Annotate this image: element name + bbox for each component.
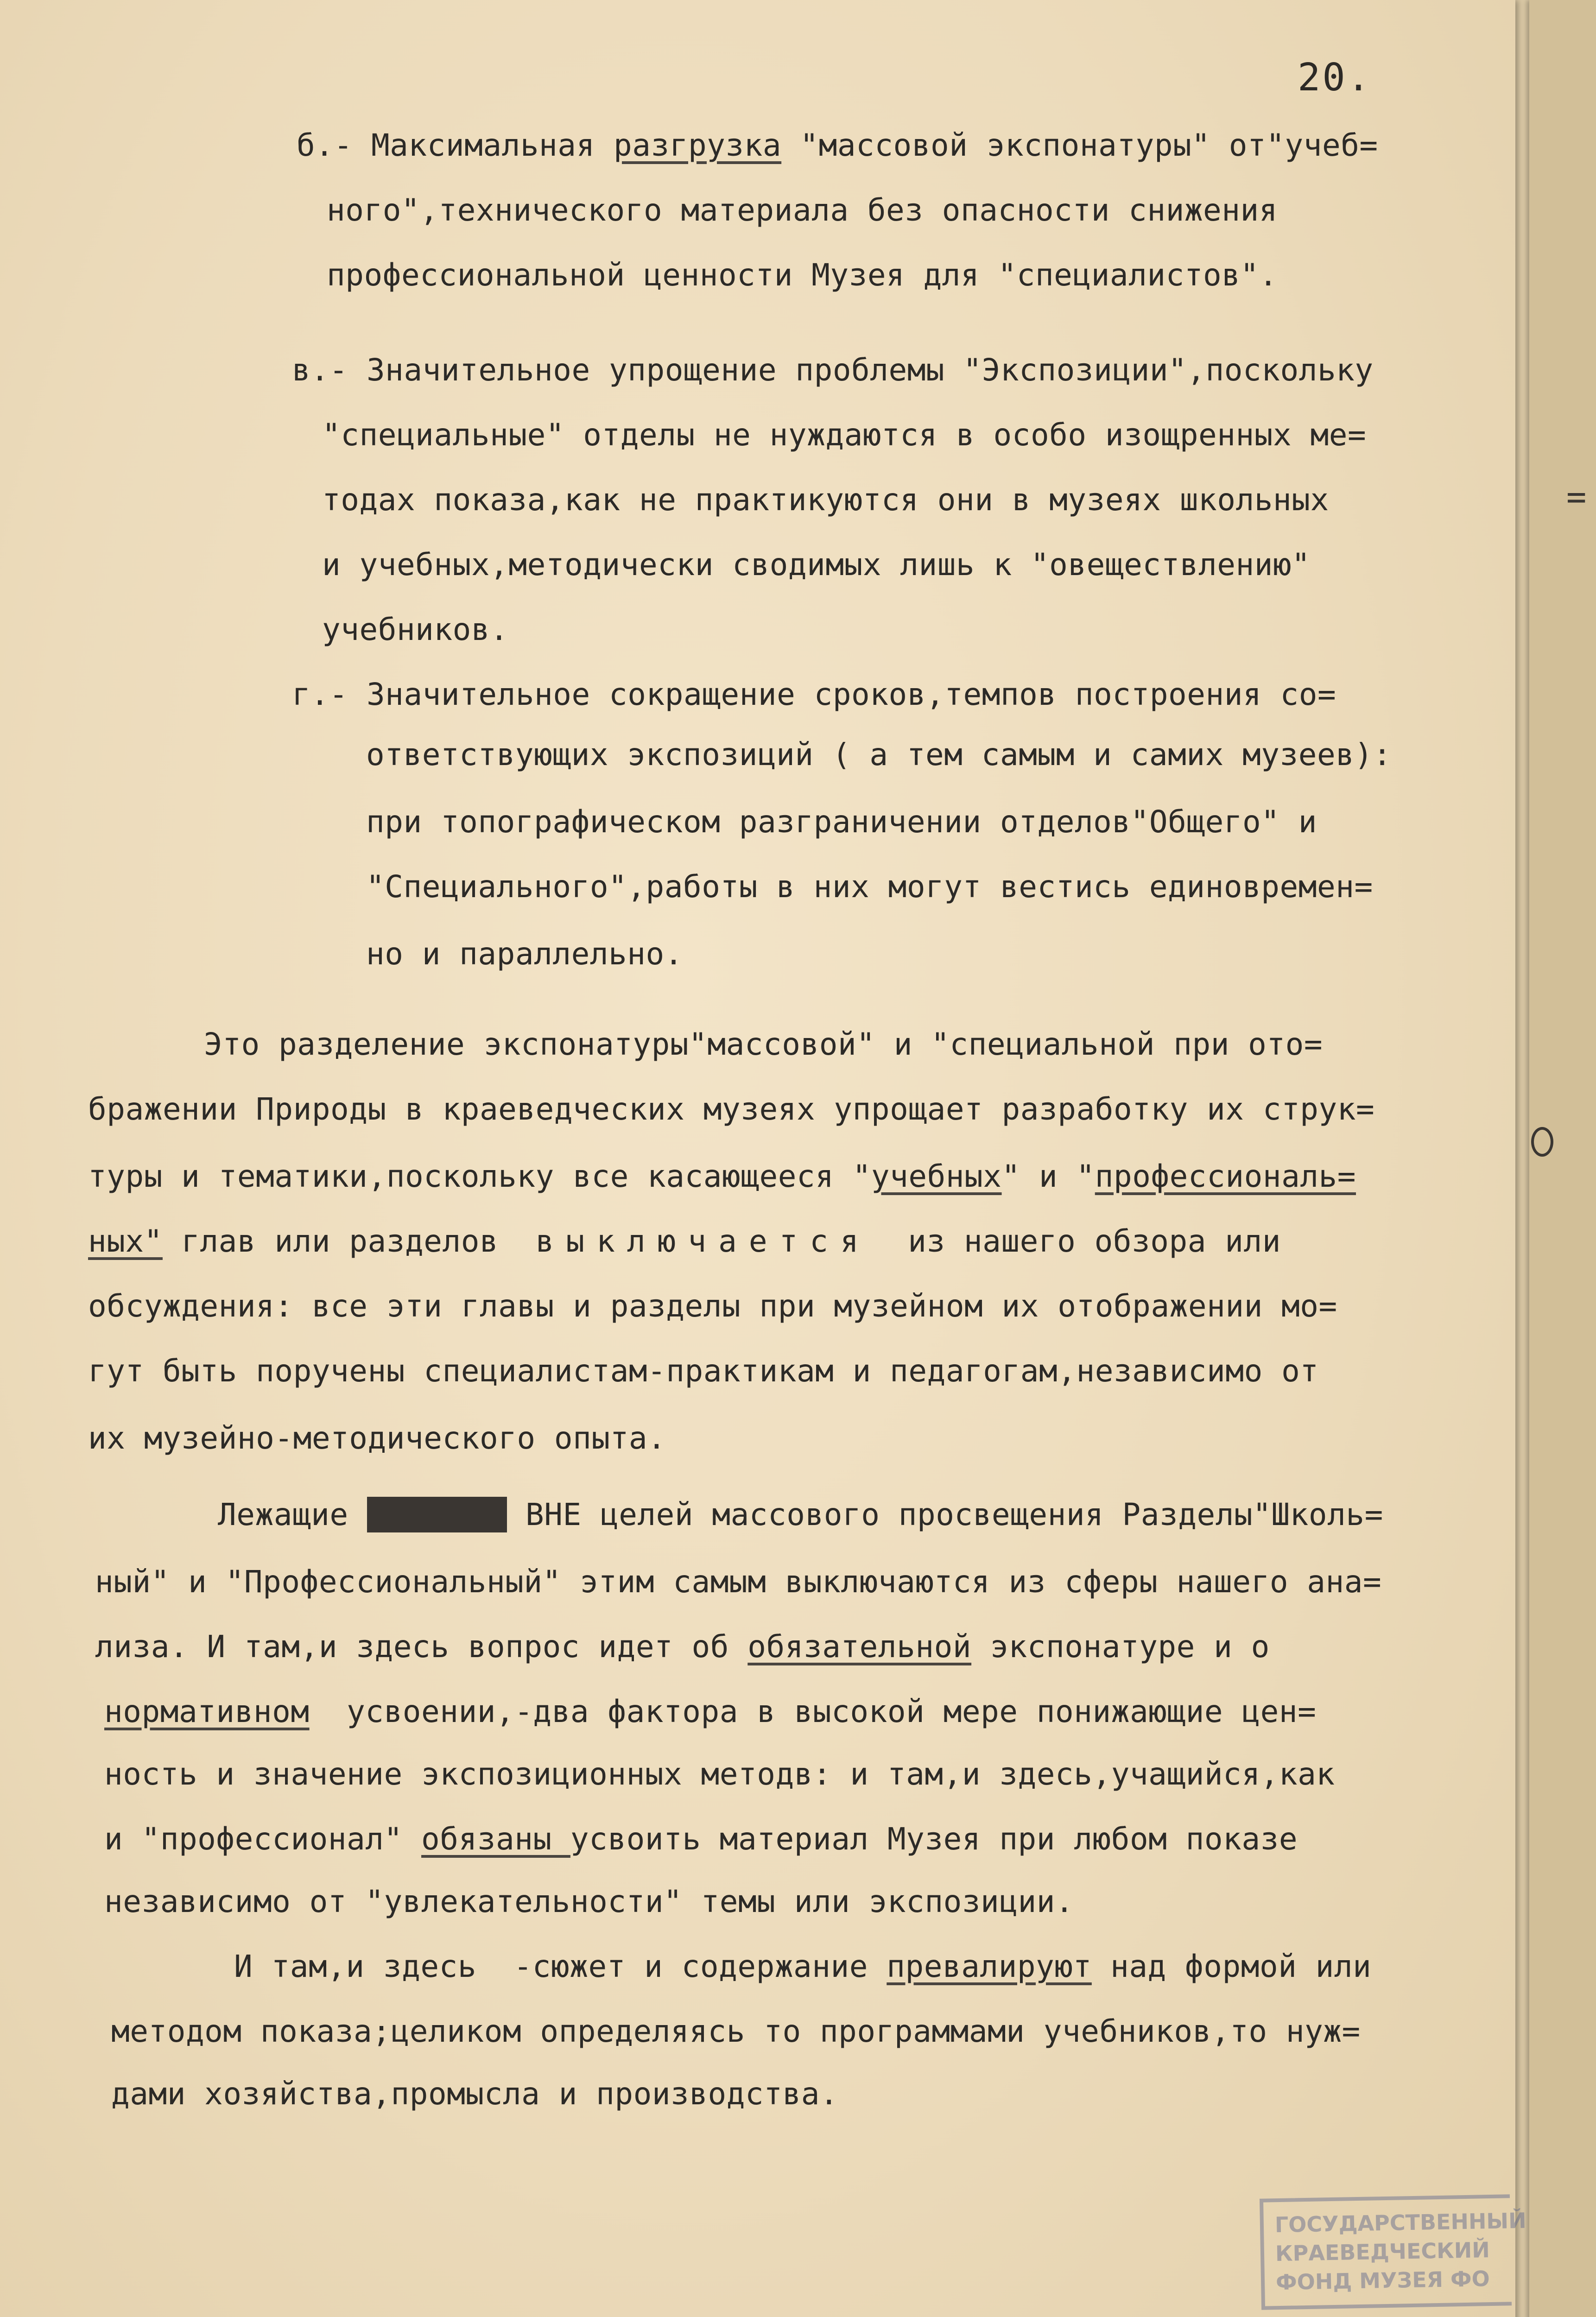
emphasized-text: выключается — [535, 1223, 871, 1259]
text-segment: "Специального",работы в них могут вестись единовремен= — [366, 869, 1373, 905]
text-line — [104, 1694, 1316, 1729]
text-segment: в.- Значительное упрощение проблемы "Экспозиции",поскольку — [292, 352, 1374, 388]
text-line — [322, 417, 1366, 453]
page-number: 20. — [1298, 56, 1372, 100]
text-segment: но и параллельно. — [366, 936, 684, 972]
underlined-text: обязаны — [421, 1821, 570, 1857]
text-segment: ного",технического материала без опасности снижения — [327, 192, 1278, 228]
text-segment: при топографическом разграничении отделов"Общего" и — [366, 804, 1317, 840]
text-segment: " и " — [1001, 1158, 1095, 1194]
underlined-text: нормативном — [104, 1694, 310, 1729]
text-segment: "массовой экспонатуры" от"учеб= — [781, 127, 1378, 163]
text-line — [292, 677, 1336, 712]
underlined-text: превалируют — [887, 1949, 1092, 1984]
text-segment: обсуждения: все эти главы и разделы при музейном их отображении мо= — [88, 1288, 1337, 1324]
underlined-text: учебных — [871, 1158, 1002, 1194]
text-line — [88, 1091, 1374, 1127]
text-line — [104, 1756, 1335, 1792]
text-segment: и "профессионал" — [104, 1821, 422, 1857]
binding-hole — [1531, 1127, 1553, 1157]
text-segment: лиза. И там,и здесь вопрос идет об — [95, 1629, 748, 1665]
text-segment: независимо от "увлекательности" темы или экспозиции. — [104, 1884, 1074, 1919]
underlined-text: профессиональ= — [1095, 1158, 1356, 1194]
text-line — [366, 869, 1373, 905]
text-segment: их музейно-методического опыта. — [88, 1420, 666, 1456]
text-segment: ответствующих экспозиций ( а тем самым и самих музеев): — [366, 737, 1392, 772]
text-segment: г.- Значительное сокращение сроков,темпов построения со= — [292, 677, 1336, 712]
text-line — [322, 547, 1310, 582]
text-line — [327, 192, 1278, 228]
stamp-line: КРАЕВЕДЧЕСКИЙ — [1275, 2237, 1490, 2266]
underlined-text: разгрузка — [614, 127, 782, 163]
text-line — [327, 257, 1278, 293]
text-segment: из нашего обзора или — [870, 1223, 1281, 1259]
text-line — [95, 1564, 1381, 1600]
text-segment: Это разделение экспонатуры"массовой" и "специальной при ото= — [204, 1026, 1323, 1062]
text-segment: над формой или — [1091, 1949, 1372, 1984]
text-line — [88, 1223, 1281, 1259]
underlined-text: ных" — [88, 1223, 163, 1259]
text-line — [297, 127, 1378, 163]
text-line — [104, 1821, 1298, 1857]
text-line — [322, 612, 508, 647]
struck-text: вппвцело — [367, 1497, 507, 1532]
text-line — [366, 804, 1317, 840]
text-segment: экспонатуре и о — [971, 1629, 1270, 1665]
text-segment: бражении Природы в краеведческих музеях упрощает разработку их струк= — [88, 1091, 1375, 1127]
stamp-line: ГОСУДАРСТВЕННЫЙ — [1274, 2208, 1527, 2238]
text-line — [204, 1026, 1323, 1062]
text-line — [234, 1949, 1371, 1984]
text-line — [292, 352, 1374, 388]
text-segment: Лежащие — [218, 1497, 367, 1532]
text-segment: и учебных,методически сводимых лишь к "овеществлению" — [322, 547, 1311, 582]
text-segment: усвоении,-два фактора в высокой мере понижающие цен= — [309, 1694, 1317, 1729]
text-line — [88, 1158, 1356, 1194]
underlined-text: обязательной — [747, 1629, 972, 1665]
text-segment: тодах показа,как не практикуются они в музеях школьных — [322, 482, 1329, 518]
text-segment: дами хозяйства,промысла и производства. — [111, 2076, 839, 2112]
text-segment: И там,и здесь -сюжет и содержание — [234, 1949, 887, 1984]
text-line — [104, 1884, 1074, 1919]
text-segment: усвоить материал Музея при любом показе — [570, 1821, 1298, 1857]
text-segment: учебников. — [322, 612, 509, 647]
text-line — [95, 1629, 1270, 1665]
text-segment: профессиональной ценности Музея для "специалистов". — [327, 257, 1278, 293]
underlying-sheet-edge — [1529, 0, 1596, 2317]
text-segment: гут быть поручены специалистам-практикам и педагогам,независимо от — [88, 1353, 1319, 1389]
text-line — [322, 482, 1329, 518]
text-segment: "специальные" отделы не нуждаются в особо изощренных ме= — [322, 417, 1367, 453]
text-segment: методом показа;целиком определяясь то программами учебников,то нуж= — [111, 2013, 1361, 2049]
text-line — [218, 1497, 1383, 1532]
text-segment: б.- Максимальная — [297, 127, 614, 163]
text-line — [111, 2076, 838, 2112]
archive-stamp — [1260, 2194, 1527, 2310]
text-segment: ный" и "Профессиональный" этим самым выключаются из сферы нашего ана= — [95, 1564, 1382, 1600]
text-segment: глав или разделов — [162, 1223, 536, 1259]
text-line — [88, 1420, 666, 1456]
text-line — [366, 737, 1392, 772]
text-segment: ВНЕ целей массового просвещения Разделы"Школь= — [507, 1497, 1383, 1532]
text-line — [88, 1353, 1319, 1389]
text-line — [111, 2013, 1361, 2049]
text-segment: ность и значение экспозиционных методв: и там,и здесь,учащийся,как — [104, 1756, 1335, 1792]
stamp-line: ФОНД МУЗЕЯ ФО — [1275, 2266, 1490, 2295]
text-line — [366, 936, 683, 972]
edge-mark: = — [1566, 477, 1587, 516]
text-line — [88, 1288, 1337, 1324]
text-segment: туры и тематики,поскольку все касающееся " — [88, 1158, 871, 1194]
